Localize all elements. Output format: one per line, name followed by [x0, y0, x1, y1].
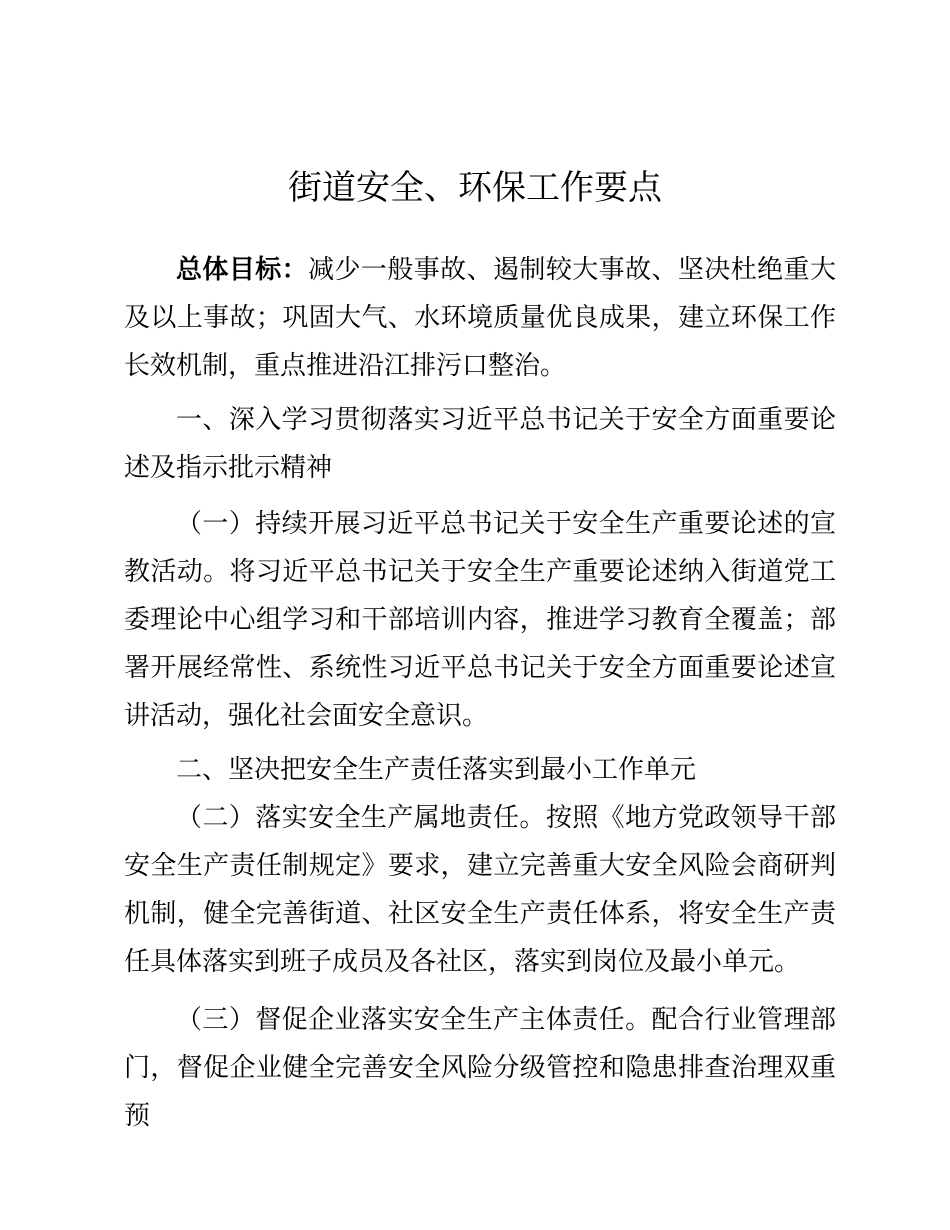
paragraph-text: （三）督促企业落实安全生产主体责任。配合行业管理部门，督促企业健全完善安全风险分级管控和隐患排查治理双重预 — [124, 1005, 836, 1131]
section-heading-1 — [124, 396, 836, 492]
paragraph-text: 一、深入学习贯彻落实习近平总书记关于安全方面重要论述及指示批示精神 — [124, 405, 836, 483]
paragraph-text: （二）落实安全生产属地责任。按照《地方党政领导干部安全生产责任制规定》要求，建立完善重大安全风险会商研判机制，健全完善街道、社区安全生产责任体系，将安全生产责任具体落实到班子成员及各社区，落实到岗位及最小单元。 — [124, 803, 836, 977]
paragraph-text: 二、坚决把安全生产责任落实到最小工作单元 — [176, 755, 697, 785]
paragraph-item-3 — [124, 996, 836, 1140]
paragraph-item-1 — [124, 500, 836, 740]
paragraph-lead: 总体目标： — [176, 255, 309, 285]
paragraph-text: 减少一般事故、遏制较大事故、坚决杜绝重大及以上事故；巩固大气、水环境质量优良成果，建立环保工作长效机制，重点推进沿江排污口整治。 — [124, 255, 836, 381]
document-body — [124, 246, 836, 1140]
document-title: 街道安全、环保工作要点 — [288, 168, 662, 208]
section-heading-2 — [124, 746, 836, 794]
paragraph-item-2 — [124, 794, 836, 986]
paragraph-overall-goal — [124, 246, 836, 390]
paragraph-text: （一）持续开展习近平总书记关于安全生产重要论述的宣教活动。将习近平总书记关于安全生产重要论述纳入街道党工委理论中心组学习和干部培训内容，推进学习教育全覆盖；部署开展经常性、系统性习近平总书记关于安全方面重要论述宣讲活动，强化社会面安全意识。 — [124, 509, 836, 731]
